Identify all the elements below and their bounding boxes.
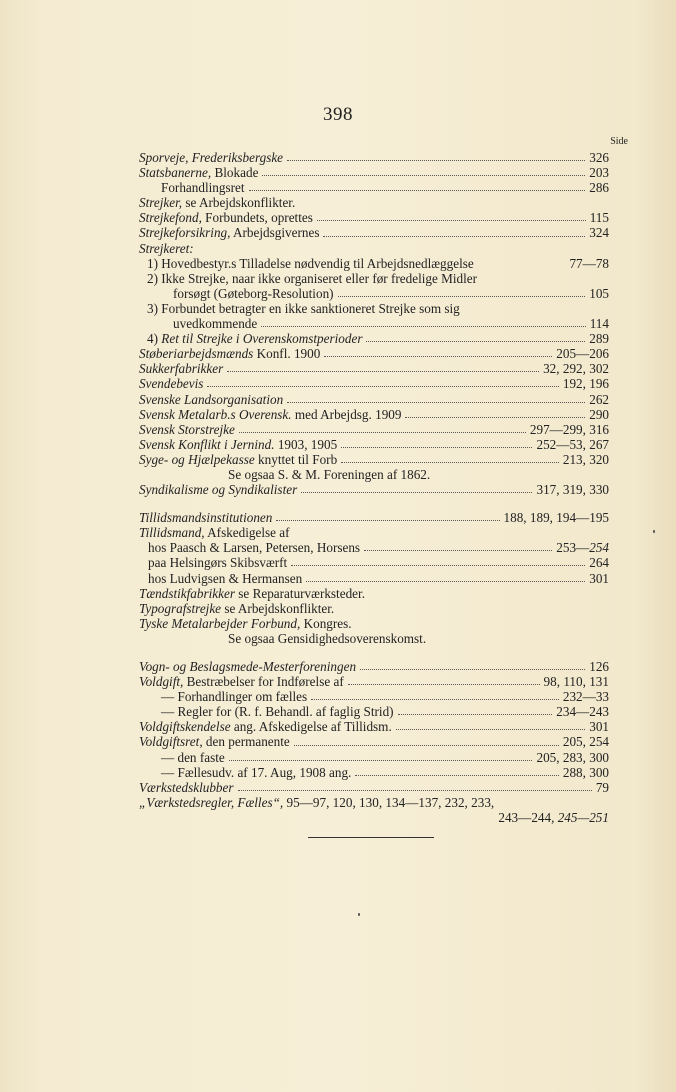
entry-headword: Statsbanerne, — [139, 165, 212, 181]
entry-text — [139, 361, 223, 376]
entry-pages: 264 — [589, 555, 609, 571]
entry-description: ang. Afskedigelse af Tillidsm. — [230, 719, 392, 735]
index-entry — [139, 571, 609, 586]
entry-description: — den faste — [161, 749, 225, 765]
dot-leader — [323, 236, 585, 237]
index-entry — [139, 195, 609, 210]
dot-leader — [287, 160, 585, 161]
entry-text — [139, 407, 401, 422]
entry-text — [139, 452, 337, 467]
entry-text — [148, 555, 287, 570]
dot-leader — [364, 550, 552, 551]
entry-text — [139, 165, 258, 180]
entry-description: knyttet til Forb — [254, 451, 338, 467]
index-entry — [139, 750, 609, 765]
entry-text — [228, 467, 430, 482]
entry-description: Afskedigelse af — [204, 525, 290, 541]
entry-headword: Voldgift, — [139, 674, 184, 690]
entry-pages: 114 — [589, 316, 609, 332]
entry-description: Forbundets, oprettes — [201, 210, 313, 226]
entry-text — [139, 422, 235, 437]
dot-leader — [317, 220, 586, 221]
dot-leader — [341, 447, 532, 448]
entry-text — [161, 180, 245, 195]
entry-pages: 326 — [589, 150, 609, 165]
entry-description: — Regler for (R. f. Behandl. af faglig Strid) — [161, 704, 394, 720]
entry-text — [161, 765, 351, 780]
entry-description: hos Paasch & Larsen, Petersen, Horsens — [148, 540, 361, 556]
index-entry — [139, 482, 609, 497]
index-entry — [139, 674, 609, 689]
index-entry — [139, 165, 609, 180]
entry-description: uvedkommende — [173, 316, 258, 332]
index-entry — [139, 601, 609, 616]
paper-speck — [653, 530, 655, 533]
entry-text — [139, 225, 319, 240]
entry-text — [173, 286, 334, 301]
entry-description: — Fællesudv. af 17. Aug, 1908 ang. — [161, 764, 352, 780]
entry-description: 95—97, 120, 130, 134—137, 232, 233, — [283, 794, 495, 810]
entry-text — [161, 704, 394, 719]
entry-headword: Svensk Konflikt i Jernind. — [139, 436, 275, 452]
entry-headword: Syndikalisme og Syndikalister — [139, 482, 298, 498]
index-entry — [139, 210, 609, 225]
dot-leader — [398, 714, 553, 715]
index-entry — [139, 780, 609, 795]
index-entry — [139, 795, 609, 810]
entry-text — [139, 392, 283, 407]
entry-text — [139, 210, 313, 225]
entry-text — [139, 616, 352, 631]
page-column-heading: Side — [610, 136, 628, 147]
entry-pages: 203 — [589, 165, 609, 181]
index-entry — [139, 361, 609, 376]
dot-leader — [239, 432, 526, 433]
dot-leader — [360, 669, 585, 670]
entry-pages: 205, 254 — [562, 734, 609, 750]
entry-headword: Strejker, — [139, 195, 183, 211]
entry-headword: Værkstedsklubber — [139, 779, 234, 795]
entry-text — [139, 482, 297, 497]
entry-description: Bestræbelser for Indførelse af — [183, 674, 344, 690]
entry-description: 1) Hovedbestyr.s Tilladelse nødvendig til Arbejdsnedlæggelse — [147, 255, 474, 271]
section-gap — [139, 497, 609, 510]
entry-text — [139, 241, 194, 256]
entry-text — [139, 346, 320, 361]
entry-headword: Tændstikfabrikker — [139, 585, 235, 601]
index-entry — [139, 510, 609, 525]
entry-description: Se ogsaa Gensidighedsoverenskomst. — [228, 630, 427, 646]
dot-leader — [338, 296, 586, 297]
entry-text — [147, 256, 474, 271]
entry-pages: 290 — [589, 406, 609, 422]
entry-text — [147, 301, 460, 316]
entry-description: Arbejdsgivernes — [230, 225, 320, 241]
entry-headword: Svensk Metalarb.s Overensk. — [139, 406, 292, 422]
entry-pages: 192, 196 — [562, 376, 609, 392]
entry-description: Blokade — [211, 165, 259, 181]
index-entry — [139, 689, 609, 704]
dot-leader — [261, 326, 585, 327]
entry-text — [139, 780, 234, 795]
entry-description: 1903, 1905 — [274, 436, 338, 452]
index-entry — [139, 225, 609, 240]
index-entry — [139, 256, 609, 271]
entry-pages: 126 — [589, 659, 609, 674]
index-entry — [139, 437, 609, 452]
entry-headword: „Værkstedsregler, Fælles“, — [139, 794, 284, 810]
entry-headword: Tillidsmandsinstitutionen — [139, 510, 273, 526]
dot-leader — [341, 462, 559, 463]
dot-leader — [306, 581, 585, 582]
dot-leader — [405, 417, 585, 418]
entry-description: 3) Forbundet betragter en ikke sanktioneret Strejke som sig — [147, 300, 460, 316]
entry-pages: 288, 300 — [562, 764, 609, 780]
entry-headword: Støberiarbejdsmænds — [139, 346, 254, 362]
index-entry — [139, 452, 609, 467]
dot-leader — [227, 371, 539, 372]
paper-speck — [358, 913, 360, 916]
entry-headword: Tillidsmand, — [139, 525, 205, 541]
entry-pages: 252—53, 267 — [536, 436, 609, 452]
entry-description: paa Helsingørs Skibsværft — [148, 555, 288, 571]
index-entry — [139, 346, 609, 361]
entry-text — [139, 719, 392, 734]
entry-headword: Strejkeret: — [139, 240, 194, 256]
entry-pages: 262 — [589, 391, 609, 407]
entry-pages: 205—206 — [556, 346, 609, 362]
entry-pages: 253—254 — [556, 540, 609, 556]
entry-headword: Sukkerfabrikker — [139, 361, 224, 377]
index-entry — [139, 525, 609, 540]
entry-text — [139, 734, 290, 749]
entry-pages: 32, 292, 302 — [543, 361, 609, 377]
entry-description: Konfl. 1900 — [253, 346, 321, 362]
section-gap — [139, 646, 609, 659]
entry-description: Se ogsaa S. & M. Foreningen af 1862. — [228, 466, 431, 482]
entry-description: se Arbejdskonflikter. — [221, 600, 335, 616]
index-entry — [139, 540, 609, 555]
index-entry — [139, 316, 609, 331]
index-entry — [139, 586, 609, 601]
entry-text — [139, 195, 295, 210]
entry-pages: 317, 319, 330 — [536, 482, 609, 498]
index-entry — [139, 180, 609, 195]
entry-pages: 301 — [589, 570, 609, 586]
entry-pages: 79 — [595, 779, 609, 795]
entry-pages: 213, 320 — [562, 451, 609, 467]
entry-pages: 289 — [589, 331, 609, 347]
entry-pages: 297—299, 316 — [529, 421, 609, 437]
index-entry — [139, 422, 609, 437]
entry-description: 4) Ret til Strejke i Overenskomstperioder — [147, 331, 363, 347]
entry-headword: Strejkeforsikring, — [139, 225, 231, 241]
entry-headword: Svenske Landsorganisation — [139, 391, 284, 407]
entry-text — [139, 150, 283, 165]
entry-text — [147, 331, 362, 346]
entry-pages: 105 — [589, 285, 609, 301]
index-entry — [139, 150, 609, 165]
dot-leader — [229, 760, 533, 761]
entry-headword: Strejkefond, — [139, 210, 202, 226]
index-entry — [139, 271, 609, 286]
entry-description: Kongres. — [300, 615, 352, 631]
entry-pages: 232—33 — [562, 689, 609, 705]
entry-description: forsøgt (Gøteborg-Resolution) — [173, 285, 334, 301]
index-entry — [139, 407, 609, 422]
dot-leader — [311, 699, 559, 700]
page-number: 398 — [323, 104, 353, 125]
dot-leader — [396, 729, 585, 730]
entry-text — [161, 689, 307, 704]
section-divider — [308, 837, 434, 838]
dot-leader — [287, 402, 585, 403]
entry-pages: 301 — [589, 719, 609, 735]
dot-leader — [366, 341, 585, 342]
entry-pages: 243—244, 245—251 — [498, 809, 609, 825]
index-entry — [139, 616, 609, 631]
index-entry — [139, 765, 609, 780]
index-entry — [139, 376, 609, 391]
entry-pages: 77—78 — [569, 255, 609, 271]
entry-headword: Typografstrejke — [139, 600, 222, 616]
entry-text — [139, 437, 337, 452]
entry-text — [139, 586, 365, 601]
dot-leader — [249, 190, 586, 191]
dot-leader — [238, 790, 592, 791]
entry-text — [147, 271, 477, 286]
index-entry — [139, 659, 609, 674]
entry-headword: Tyske Metalarbejder Forbund, — [139, 615, 301, 631]
index-entry — [139, 392, 609, 407]
entry-pages: 205, 283, 300 — [536, 749, 609, 765]
entry-text — [148, 571, 302, 586]
dot-leader — [348, 684, 540, 685]
index-entry — [139, 810, 609, 825]
index-entry — [139, 241, 609, 256]
entry-text — [139, 525, 290, 540]
index-entry — [139, 631, 609, 646]
entry-text — [228, 631, 426, 646]
entry-text — [148, 540, 360, 555]
index-list — [139, 150, 609, 825]
entry-text — [139, 659, 356, 674]
entry-pages: 324 — [589, 225, 609, 241]
index-entry — [139, 286, 609, 301]
dot-leader — [262, 175, 585, 176]
index-entry — [139, 719, 609, 734]
entry-text — [139, 601, 334, 616]
entry-headword: Vogn- og Beslagsmede-Mesterforeningen — [139, 659, 357, 674]
entry-text — [173, 316, 257, 331]
dot-leader — [276, 520, 499, 521]
entry-description: den permanente — [202, 734, 290, 750]
entry-text — [161, 750, 225, 765]
entry-pages: 286 — [589, 180, 609, 196]
entry-description: se Reparaturværksteder. — [234, 585, 365, 601]
index-entry — [139, 555, 609, 570]
entry-text — [139, 376, 203, 391]
entry-description: Forhandlingsret — [161, 180, 245, 196]
entry-text — [139, 674, 344, 689]
entry-description: med Arbejdsg. 1909 — [291, 406, 402, 422]
entry-headword: Svensk Storstrejke — [139, 421, 235, 437]
entry-text — [139, 510, 272, 525]
entry-headword: Syge- og Hjælpekasse — [139, 451, 255, 467]
entry-pages: 115 — [589, 210, 609, 226]
dot-leader — [355, 775, 558, 776]
entry-headword: Sporveje, Frederiksbergske — [139, 150, 284, 165]
dot-leader — [324, 356, 552, 357]
index-entry — [139, 704, 609, 719]
dot-leader — [291, 565, 585, 566]
dot-leader — [207, 386, 558, 387]
dot-leader — [301, 492, 532, 493]
index-entry — [139, 331, 609, 346]
entry-pages: 188, 189, 194—195 — [503, 510, 609, 526]
entry-description: se Arbejdskonflikter. — [182, 195, 296, 211]
entry-description: hos Ludvigsen & Hermansen — [148, 570, 303, 586]
entry-headword: Voldgiftsret, — [139, 734, 203, 750]
entry-text — [139, 795, 494, 810]
index-entry — [139, 467, 609, 482]
entry-headword: Svendebevis — [139, 376, 204, 392]
index-entry — [139, 734, 609, 749]
entry-headword: Voldgiftskendelse — [139, 719, 231, 735]
entry-pages: 234—243 — [556, 704, 609, 720]
entry-description: — Forhandlinger om fælles — [161, 689, 308, 705]
entry-description: 2) Ikke Strejke, naar ikke organiseret eller før fredelige Midler — [147, 270, 478, 286]
entry-pages: 98, 110, 131 — [543, 674, 609, 690]
index-entry — [139, 301, 609, 316]
dot-leader — [294, 745, 559, 746]
